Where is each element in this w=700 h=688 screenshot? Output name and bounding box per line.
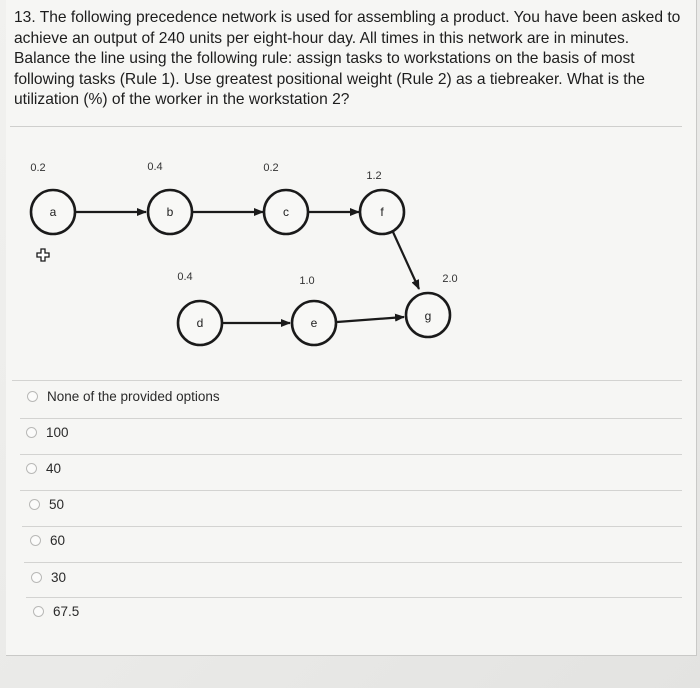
option-divider — [12, 380, 682, 381]
option-label: 40 — [46, 460, 62, 476]
option-label: 50 — [49, 496, 65, 512]
option-none[interactable] — [27, 384, 220, 408]
time-g: 2.0 — [442, 273, 458, 285]
option-divider — [20, 490, 682, 491]
radio-button[interactable] — [29, 499, 40, 510]
node-g-label: g — [424, 309, 432, 323]
option-divider — [20, 418, 682, 419]
radio-button[interactable] — [26, 463, 37, 474]
time-f: 1.2 — [366, 170, 382, 182]
node-b-label: b — [166, 205, 174, 219]
time-c: 0.2 — [263, 162, 279, 174]
radio-button[interactable] — [26, 427, 37, 438]
option-divider — [22, 526, 682, 527]
node-c-label: c — [283, 205, 289, 219]
option-divider — [20, 454, 682, 455]
option-60[interactable] — [30, 528, 65, 552]
node-f-label: f — [380, 205, 384, 219]
edge-f-g — [393, 232, 419, 289]
radio-button[interactable] — [33, 606, 44, 617]
option-divider — [24, 562, 682, 563]
radio-button[interactable] — [31, 572, 42, 583]
option-30[interactable] — [31, 565, 66, 589]
node-a-label: a — [49, 205, 57, 219]
option-40[interactable] — [26, 456, 61, 480]
option-label: 67.5 — [53, 603, 80, 619]
edge-e-g — [337, 317, 404, 322]
time-b: 0.4 — [147, 161, 163, 173]
plus-cursor-icon — [37, 249, 49, 261]
option-divider — [26, 597, 682, 598]
node-d-label: d — [196, 316, 204, 330]
option-100[interactable] — [26, 420, 69, 444]
option-label: 100 — [46, 424, 69, 440]
radio-button[interactable] — [27, 391, 38, 402]
option-67-5[interactable] — [33, 599, 79, 623]
option-label: 60 — [50, 532, 66, 548]
option-label: None of the provided options — [47, 388, 220, 404]
radio-button[interactable] — [30, 535, 41, 546]
option-50[interactable] — [29, 492, 64, 516]
question-text: 13. The following precedence network is used for assembling a product. You have been asked to achieve an output of 240 units per eight-hour day. All times in this network are in minutes. Balance the line using the following rule: assign tasks to workstations on the basis of most following tasks (Rule 1). Use greatest positional weight (Rule 2) as a tiebreaker. What is the utilization (%) of the worker in the workstation 2? — [14, 9, 681, 108]
time-d: 0.4 — [177, 271, 193, 283]
time-e: 1.0 — [299, 275, 315, 287]
time-a: 0.2 — [30, 162, 46, 174]
node-e-label: e — [310, 316, 318, 330]
option-label: 30 — [51, 569, 67, 585]
